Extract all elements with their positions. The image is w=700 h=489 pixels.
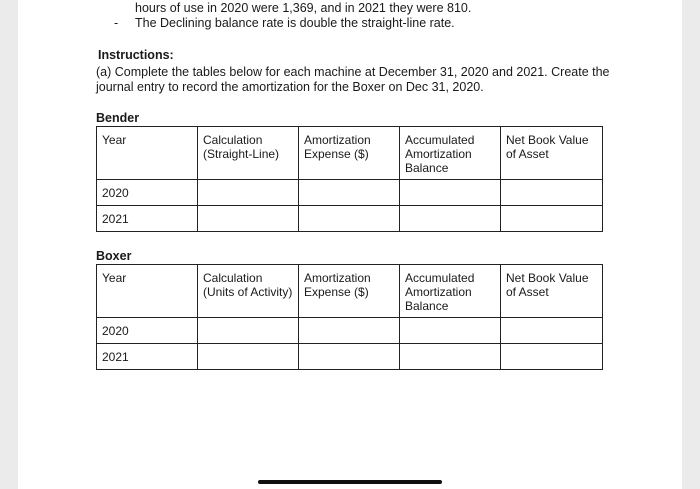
accumulated-amortization-cell[interactable] xyxy=(400,180,501,206)
net-book-value-cell[interactable] xyxy=(501,344,603,370)
intro-line: hours of use in 2020 were 1,369, and in 2021 they were 810. xyxy=(135,1,472,15)
header-cell xyxy=(501,127,603,180)
bullet-text: The Declining balance rate is double the straight-line rate. xyxy=(135,16,455,30)
net-book-value-cell[interactable] xyxy=(501,318,603,344)
net-book-value-cell[interactable] xyxy=(501,206,603,232)
header-year: Year xyxy=(102,133,127,147)
header-amortization-expense: Amortization Expense ($) xyxy=(304,271,371,299)
net-book-value-cell[interactable] xyxy=(501,180,603,206)
table-row xyxy=(97,344,603,370)
year-cell: 2021 xyxy=(97,206,198,232)
header-cell xyxy=(299,127,400,180)
instructions-heading: Instructions: xyxy=(98,48,174,62)
header-calculation: Calculation (Units of Activity) xyxy=(203,271,293,299)
calculation-cell[interactable] xyxy=(198,344,299,370)
header-amortization-expense: Amortization Expense ($) xyxy=(304,133,371,161)
header-cell xyxy=(198,265,299,318)
header-net-book-value: Net Book Value of Asset xyxy=(506,271,589,299)
header-accumulated-amortization: Accumulated Amortization Balance xyxy=(405,271,475,313)
amortization-expense-cell[interactable] xyxy=(299,180,400,206)
boxer-table-title: Boxer xyxy=(96,249,132,263)
header-year: Year xyxy=(102,271,127,285)
header-cell xyxy=(501,265,603,318)
year-cell: 2020 xyxy=(97,318,198,344)
header-cell xyxy=(299,265,400,318)
calculation-cell[interactable] xyxy=(198,180,299,206)
home-indicator-bar[interactable] xyxy=(258,480,442,484)
table-header-row xyxy=(97,265,603,318)
table-row xyxy=(97,180,603,206)
table-row xyxy=(97,318,603,344)
header-calculation: Calculation (Straight-Line) xyxy=(203,133,280,161)
bender-table xyxy=(96,126,603,232)
instructions-text-line2: journal entry to record the amortization for the Boxer on Dec 31, 2020. xyxy=(96,80,484,94)
accumulated-amortization-cell[interactable] xyxy=(400,318,501,344)
amortization-expense-cell[interactable] xyxy=(299,206,400,232)
instructions-text-line1: (a) Complete the tables below for each machine at December 31, 2020 and 2021. Create the xyxy=(96,65,610,79)
amortization-expense-cell[interactable] xyxy=(299,344,400,370)
header-cell xyxy=(400,265,501,318)
accumulated-amortization-cell[interactable] xyxy=(400,206,501,232)
header-net-book-value: Net Book Value of Asset xyxy=(506,133,589,161)
header-accumulated-amortization: Accumulated Amortization Balance xyxy=(405,133,475,175)
header-cell xyxy=(97,265,198,318)
year-cell: 2020 xyxy=(97,180,198,206)
table-row xyxy=(97,206,603,232)
calculation-cell[interactable] xyxy=(198,206,299,232)
amortization-expense-cell[interactable] xyxy=(299,318,400,344)
calculation-cell[interactable] xyxy=(198,318,299,344)
bender-table-title: Bender xyxy=(96,111,140,125)
boxer-table xyxy=(96,264,603,370)
table-header-row xyxy=(97,127,603,180)
header-cell xyxy=(400,127,501,180)
header-cell xyxy=(198,127,299,180)
bullet-marker: - xyxy=(114,16,119,30)
header-cell xyxy=(97,127,198,180)
year-cell: 2021 xyxy=(97,344,198,370)
accumulated-amortization-cell[interactable] xyxy=(400,344,501,370)
